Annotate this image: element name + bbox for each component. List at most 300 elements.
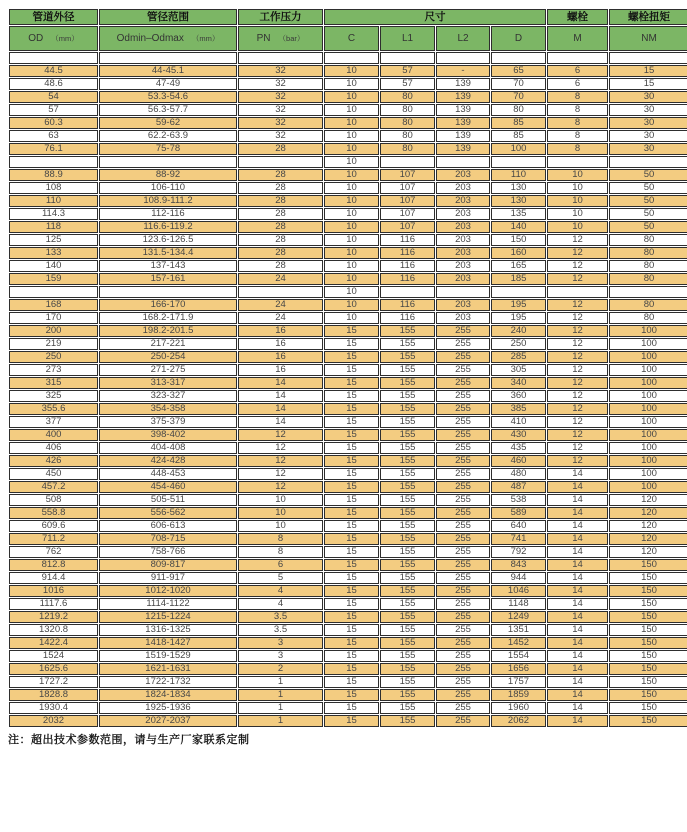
table-cell: 100	[609, 416, 687, 428]
table-cell: 609.6	[9, 520, 98, 532]
table-cell: 63	[9, 130, 98, 142]
table-cell: 80	[380, 91, 435, 103]
table-cell: 10	[324, 143, 379, 155]
table-cell: 203	[436, 260, 490, 272]
table-cell: 323-327	[99, 390, 237, 402]
table-cell: 556-562	[99, 507, 237, 519]
table-cell: 1452	[491, 637, 546, 649]
table-cell: 150	[609, 689, 687, 701]
header-group-row	[9, 9, 687, 25]
table-cell: 792	[491, 546, 546, 558]
table-cell: 15	[324, 377, 379, 389]
table-cell: 255	[436, 364, 490, 376]
table-cell: 116	[380, 273, 435, 285]
table-row	[9, 156, 687, 168]
table-cell: 404-408	[99, 442, 237, 454]
column-header-label: NM	[641, 32, 657, 44]
table-cell: 1960	[491, 702, 546, 714]
table-cell: 24	[238, 273, 323, 285]
column-group-header: 螺栓	[547, 9, 608, 25]
table-cell: 255	[436, 585, 490, 597]
table-cell: 12	[547, 325, 608, 337]
table-cell: 10	[324, 104, 379, 116]
table-cell: 168	[9, 299, 98, 311]
table-cell: -	[436, 65, 490, 77]
table-cell: 155	[380, 585, 435, 597]
table-cell: 15	[324, 364, 379, 376]
table-row	[9, 117, 687, 129]
column-group-header: 管道外径	[9, 9, 98, 25]
table-cell: 255	[436, 325, 490, 337]
table-cell: 10	[324, 195, 379, 207]
table-cell: 14	[547, 702, 608, 714]
table-cell: 240	[491, 325, 546, 337]
table-cell: 100	[609, 481, 687, 493]
column-header	[609, 26, 687, 51]
table-cell	[380, 286, 435, 298]
table-row	[9, 611, 687, 623]
table-cell: 155	[380, 676, 435, 688]
table-cell: 10	[324, 286, 379, 298]
table-cell	[609, 286, 687, 298]
table-cell: 48.6	[9, 78, 98, 90]
table-cell: 155	[380, 559, 435, 571]
table-cell: 10	[324, 91, 379, 103]
table-cell: 255	[436, 351, 490, 363]
table-cell: 16	[238, 325, 323, 337]
table-cell	[547, 286, 608, 298]
table-cell: 76.1	[9, 143, 98, 155]
table-row	[9, 104, 687, 116]
table-cell: 120	[609, 520, 687, 532]
table-cell: 15	[324, 507, 379, 519]
table-cell: 15	[324, 455, 379, 467]
table-cell: 50	[609, 221, 687, 233]
table-cell: 10	[324, 221, 379, 233]
table-cell: 1012-1020	[99, 585, 237, 597]
table-cell: 28	[238, 182, 323, 194]
column-header-label: Odmin–Odmax	[116, 32, 184, 44]
table-cell: 16	[238, 338, 323, 350]
table-cell: 15	[609, 65, 687, 77]
table-cell: 12	[547, 364, 608, 376]
column-header	[324, 26, 379, 51]
table-cell: 812.8	[9, 559, 98, 571]
table-cell: 911-917	[99, 572, 237, 584]
table-cell: 80	[380, 104, 435, 116]
table-cell: 255	[436, 338, 490, 350]
table-cell: 410	[491, 416, 546, 428]
table-cell: 14	[547, 598, 608, 610]
table-row	[9, 442, 687, 454]
table-cell: 14	[238, 416, 323, 428]
table-row	[9, 234, 687, 246]
table-cell: 28	[238, 247, 323, 259]
column-header-unit: （mm）	[51, 33, 79, 43]
column-group-header: 管径范围	[99, 9, 237, 25]
table-cell: 255	[436, 481, 490, 493]
table-cell: 6	[547, 78, 608, 90]
table-cell: 28	[238, 195, 323, 207]
table-cell: 1	[238, 689, 323, 701]
table-cell: 155	[380, 507, 435, 519]
table-cell: 10	[324, 260, 379, 272]
table-cell: 155	[380, 689, 435, 701]
table-cell: 3	[238, 650, 323, 662]
table-cell: 150	[609, 598, 687, 610]
table-cell: 460	[491, 455, 546, 467]
table-cell: 88-92	[99, 169, 237, 181]
table-cell: 1046	[491, 585, 546, 597]
table-cell: 150	[609, 650, 687, 662]
table-cell: 313-317	[99, 377, 237, 389]
table-cell: 57	[9, 104, 98, 116]
column-group-header: 螺栓扭矩	[609, 9, 687, 25]
table-cell: 538	[491, 494, 546, 506]
table-cell: 32	[238, 78, 323, 90]
column-header	[491, 26, 546, 51]
table-cell: 15	[324, 442, 379, 454]
table-row	[9, 195, 687, 207]
column-header	[380, 26, 435, 51]
table-row	[9, 559, 687, 571]
table-cell: 1219.2	[9, 611, 98, 623]
table-row	[9, 715, 687, 727]
table-row	[9, 403, 687, 415]
table-cell: 219	[9, 338, 98, 350]
column-header-label: L2	[457, 32, 469, 44]
table-cell: 1727.2	[9, 676, 98, 688]
column-header-unit: （mm）	[191, 33, 220, 43]
table-cell: 80	[380, 143, 435, 155]
table-cell: 100	[609, 468, 687, 480]
table-row	[9, 52, 687, 64]
table-cell: 8	[547, 143, 608, 155]
table-cell: 54	[9, 91, 98, 103]
table-cell: 139	[436, 78, 490, 90]
table-cell: 1925-1936	[99, 702, 237, 714]
table-cell: 255	[436, 546, 490, 558]
table-cell: 12	[547, 416, 608, 428]
table-cell: 375-379	[99, 416, 237, 428]
table-cell	[491, 52, 546, 64]
table-cell: 150	[491, 234, 546, 246]
table-cell: 255	[436, 559, 490, 571]
table-cell: 32	[238, 104, 323, 116]
table-cell: 131.5-134.4	[99, 247, 237, 259]
table-cell: 508	[9, 494, 98, 506]
table-cell: 155	[380, 377, 435, 389]
table-cell: 150	[609, 559, 687, 571]
table-cell: 12	[547, 429, 608, 441]
table-cell: 80	[609, 312, 687, 324]
table-cell: 88.9	[9, 169, 98, 181]
table-cell: 2	[238, 663, 323, 675]
table-cell	[436, 286, 490, 298]
table-row	[9, 507, 687, 519]
table-cell: 203	[436, 208, 490, 220]
column-header	[238, 26, 323, 51]
table-cell: 5	[238, 572, 323, 584]
table-row	[9, 494, 687, 506]
header-sub-row	[9, 26, 687, 51]
table-cell: 10	[547, 169, 608, 181]
table-cell: 10	[324, 117, 379, 129]
table-row	[9, 299, 687, 311]
table-cell: 250	[491, 338, 546, 350]
table-cell: 155	[380, 611, 435, 623]
table-cell: 155	[380, 637, 435, 649]
table-cell: 12	[547, 312, 608, 324]
table-cell: 130	[491, 195, 546, 207]
table-cell: 75-78	[99, 143, 237, 155]
table-cell: 139	[436, 143, 490, 155]
table-cell: 16	[238, 364, 323, 376]
table-cell: 157-161	[99, 273, 237, 285]
table-row	[9, 598, 687, 610]
table-cell: 155	[380, 429, 435, 441]
table-cell: 14	[547, 715, 608, 727]
table-cell: 155	[380, 455, 435, 467]
table-cell: 14	[547, 559, 608, 571]
table-cell: 1320.8	[9, 624, 98, 636]
table-cell: 10	[547, 208, 608, 220]
table-cell: 12	[238, 442, 323, 454]
table-cell: 450	[9, 468, 98, 480]
table-cell	[380, 156, 435, 168]
table-cell	[9, 52, 98, 64]
table-row	[9, 481, 687, 493]
table-cell: 355.6	[9, 403, 98, 415]
table-cell	[491, 156, 546, 168]
table-cell: 255	[436, 455, 490, 467]
table-cell: 203	[436, 234, 490, 246]
table-cell: 1114-1122	[99, 598, 237, 610]
table-cell: 10	[324, 78, 379, 90]
table-cell: 70	[491, 78, 546, 90]
table-cell: 10	[324, 182, 379, 194]
table-cell: 80	[491, 104, 546, 116]
table-cell: 12	[238, 468, 323, 480]
table-cell: 10	[547, 221, 608, 233]
table-cell: 155	[380, 338, 435, 350]
table-cell: 140	[9, 260, 98, 272]
table-cell: 15	[324, 676, 379, 688]
table-cell: 85	[491, 117, 546, 129]
table-cell: 120	[609, 494, 687, 506]
table-row	[9, 364, 687, 376]
table-cell: 155	[380, 481, 435, 493]
table-cell: 32	[238, 91, 323, 103]
table-row	[9, 169, 687, 181]
table-cell: 159	[9, 273, 98, 285]
table-cell	[609, 156, 687, 168]
table-cell: 15	[324, 689, 379, 701]
column-header-label: M	[573, 32, 582, 44]
table-row	[9, 312, 687, 324]
table-cell: 255	[436, 572, 490, 584]
table-cell: 150	[609, 715, 687, 727]
table-cell: 250-254	[99, 351, 237, 363]
table-cell: 50	[609, 208, 687, 220]
table-row	[9, 663, 687, 675]
table-cell: 325	[9, 390, 98, 402]
table-row	[9, 702, 687, 714]
table-cell: 155	[380, 468, 435, 480]
table-cell: 315	[9, 377, 98, 389]
table-cell: 85	[491, 130, 546, 142]
table-cell: 14	[547, 533, 608, 545]
table-row	[9, 689, 687, 701]
table-cell: 255	[436, 611, 490, 623]
table-cell: 80	[609, 273, 687, 285]
table-row	[9, 91, 687, 103]
table-cell: 70	[491, 91, 546, 103]
table-cell: 12	[238, 481, 323, 493]
table-cell: 15	[324, 468, 379, 480]
table-cell: 50	[609, 169, 687, 181]
table-cell: 155	[380, 702, 435, 714]
table-cell: 273	[9, 364, 98, 376]
table-cell: 155	[380, 572, 435, 584]
table-cell: 255	[436, 715, 490, 727]
table-cell: 30	[609, 117, 687, 129]
table-cell: 8	[547, 104, 608, 116]
table-cell: 10	[324, 169, 379, 181]
table-cell	[380, 52, 435, 64]
table-cell: 203	[436, 312, 490, 324]
table-cell: 1117.6	[9, 598, 98, 610]
table-cell: 255	[436, 520, 490, 532]
table-cell: 155	[380, 494, 435, 506]
table-cell: 155	[380, 325, 435, 337]
table-cell: 255	[436, 702, 490, 714]
table-cell: 457.2	[9, 481, 98, 493]
table-cell: 10	[547, 195, 608, 207]
table-row	[9, 416, 687, 428]
table-cell: 1016	[9, 585, 98, 597]
table-cell: 100	[609, 429, 687, 441]
table-cell: 2062	[491, 715, 546, 727]
table-cell: 150	[609, 676, 687, 688]
table-cell: 8	[238, 546, 323, 558]
table-cell: 100	[609, 377, 687, 389]
table-cell: 150	[609, 702, 687, 714]
table-cell: 14	[547, 520, 608, 532]
table-cell: 1859	[491, 689, 546, 701]
table-cell: 14	[547, 663, 608, 675]
column-header-label: OD	[28, 32, 44, 44]
table-cell: 80	[609, 247, 687, 259]
table-cell	[99, 156, 237, 168]
table-header	[9, 9, 687, 51]
table-cell	[238, 286, 323, 298]
table-cell: 809-817	[99, 559, 237, 571]
table-cell: 4	[238, 585, 323, 597]
table-cell: 10	[324, 247, 379, 259]
table-cell: 116	[380, 312, 435, 324]
table-cell: 14	[547, 507, 608, 519]
table-cell: 15	[324, 533, 379, 545]
table-cell: 1	[238, 676, 323, 688]
table-cell: 741	[491, 533, 546, 545]
table-cell: 255	[436, 442, 490, 454]
table-cell: 140	[491, 221, 546, 233]
table-cell: 170	[9, 312, 98, 324]
table-cell: 139	[436, 104, 490, 116]
table-cell: 10	[324, 299, 379, 311]
table-cell: 139	[436, 91, 490, 103]
table-cell: 10	[324, 312, 379, 324]
table-cell: 80	[380, 117, 435, 129]
table-cell: 1757	[491, 676, 546, 688]
table-row	[9, 351, 687, 363]
table-cell: 10	[324, 156, 379, 168]
table-cell: 15	[324, 429, 379, 441]
table-cell: 14	[547, 676, 608, 688]
table-cell: 430	[491, 429, 546, 441]
table-cell: 505-511	[99, 494, 237, 506]
table-cell: 10	[324, 208, 379, 220]
table-cell: 454-460	[99, 481, 237, 493]
table-cell: 155	[380, 390, 435, 402]
table-cell: 12	[547, 260, 608, 272]
table-cell: 255	[436, 468, 490, 480]
table-cell: 10	[238, 507, 323, 519]
table-cell: 1524	[9, 650, 98, 662]
table-cell: 15	[324, 715, 379, 727]
table-cell: 12	[238, 429, 323, 441]
table-row	[9, 585, 687, 597]
table-cell: 100	[609, 390, 687, 402]
table-cell: 116	[380, 247, 435, 259]
table-row	[9, 221, 687, 233]
table-cell: 762	[9, 546, 98, 558]
table-cell: 155	[380, 715, 435, 727]
table-cell: 139	[436, 130, 490, 142]
table-cell: 57	[380, 65, 435, 77]
table-cell: 255	[436, 676, 490, 688]
table-cell: 150	[609, 637, 687, 649]
table-cell: 15	[609, 78, 687, 90]
table-cell: 15	[324, 585, 379, 597]
table-cell: 50	[609, 182, 687, 194]
table-cell: 10	[324, 234, 379, 246]
table-cell: 12	[547, 299, 608, 311]
table-cell: 155	[380, 364, 435, 376]
table-cell: 203	[436, 247, 490, 259]
table-cell: 255	[436, 637, 490, 649]
table-row	[9, 390, 687, 402]
table-cell	[547, 156, 608, 168]
column-header	[436, 26, 490, 51]
table-cell: 107	[380, 195, 435, 207]
table-cell: 398-402	[99, 429, 237, 441]
table-cell: 1351	[491, 624, 546, 636]
table-cell: 203	[436, 299, 490, 311]
table-cell: 8	[547, 91, 608, 103]
table-cell: 2032	[9, 715, 98, 727]
column-group-header: 工作压力	[238, 9, 323, 25]
table-cell: 203	[436, 221, 490, 233]
table-row	[9, 676, 687, 688]
table-cell: 65	[491, 65, 546, 77]
table-cell: 15	[324, 572, 379, 584]
table-cell: 30	[609, 104, 687, 116]
table-cell: 16	[238, 351, 323, 363]
table-cell: 150	[609, 624, 687, 636]
table-cell: 120	[609, 533, 687, 545]
